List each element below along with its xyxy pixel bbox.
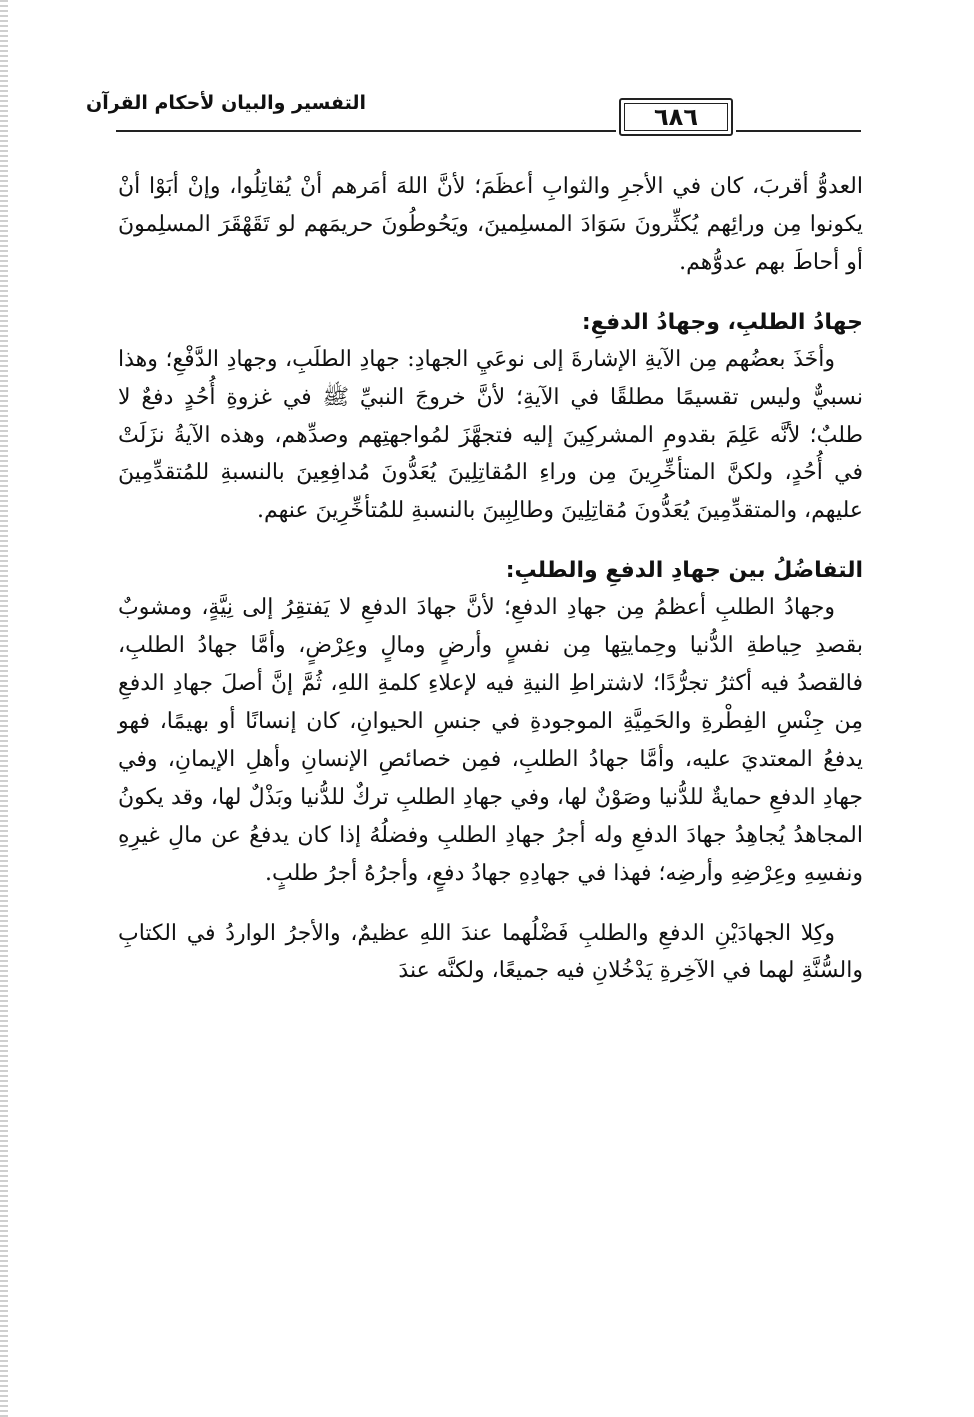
book-title: التفسير والبيان لأحكام القرآن (86, 92, 366, 114)
paragraph-comparison: وجهادُ الطلبِ أعظمُ مِن جهادِ الدفعِ؛ لأنَّ جهادَ الدفعِ لا يَفتقِرُ إلى نِيَّةٍ، ومشوبٌ بقصدِ حِياطةِ الدُّنيا وحِمايتِها مِن نفسٍ وأرضٍ ومالٍ وعِرْضٍ، وأمَّا جهادُ الطلبِ، فالقصدُ فيه أكثرُ تجرُّدًا؛ لاشتراطِ النيةِ فيه لإعلاءِ كلمةِ اللهِ، ثُمَّ إنَّ أصلَ جهادِ الدفعِ مِن جِنْسِ الفِطْرةِ والحَمِيَّةِ الموجودةِ في جنسِ الحيوانِ، كان إنسانًا أو بهيمًا، فهو يدفعُ المعتديَ عليه، وأمَّا جهادُ الطلبِ، فمِن خصائصِ الإنسانِ وأهلِ الإيمانِ، وفي جهادِ الدفعِ حمايةٌ للدُّنيا وصَوْنٌ لها، وفي جهادِ الطلبِ تركٌ للدُّنيا وبَذْلٌ لها، وقد يكونُ المجاهدُ يُجاهِدُ جهادَ الدفعِ وله أجرُ جهادِ الطلبِ وفضلُهُ إذا كان يدفعُ عن مالِ غيرِهِ ونفسِهِ وعِرْضِهِ وأرضِه؛ فهذا في جهادِهِ جهادُ دفعٍ، وأجرُهُ أجرُ طلبٍ. (118, 595, 863, 886)
scan-edge (0, 0, 8, 1417)
page-header (86, 88, 861, 138)
paragraph-types: وأخَذَ بعضُهم مِن الآيةِ الإشارةَ إلى نوعَيِ الجهادِ: جهادِ الطلَبِ، وجهادِ الدَّفْعِ؛ وهذا نسبيٌّ وليس تقسيمًا مطلقًا في الآيةِ؛ لأنَّ خروجَ النبيِّ ﷺ في غزوةِ أُحُدٍ دفعٌ لا طلبٌ؛ لأنَّه عَلِمَ بقدومِ المشركِينَ إليه فتجهَّزَ لمُواجهتِهم وصدِّهم، وهذه الآيةُ نزَلَتْ في أُحُدٍ، ولكنَّ المتأخِّرِينَ مِن وراءِ المُقاتِلِينَ يُعَدُّونَ مُدافِعِينَ بالنسبةِ للمُتقدِّمِينَ عليهم، والمتقدِّمِينَ يُعَدُّونَ مُقاتِلِينَ وطالِبِينَ بالنسبةِ للمُتأخِّرِينَ عنهم. (118, 346, 863, 524)
header-rule-left (116, 130, 616, 132)
section-heading-types: جهادُ الطلبِ، وجهادُ الدفعِ: (581, 309, 863, 335)
header-rule-right (736, 130, 861, 132)
page-body (118, 168, 863, 990)
paragraph-continuation: العدوُّ أقربَ، كان في الأجرِ والثوابِ أعظَمَ؛ لأنَّ اللهَ أمَرهم أنْ يُقاتِلُوا، وإنْ أبَوْا أنْ يكونوا مِن ورائِهم يُكثِّرونَ سَوَادَ المسلِمينَ، ويَحُوطُونَ حريمَهم لو تَقَهْقَرَ المسلِمونَ أو أحاطَ بهم عدوُّهم. (118, 174, 863, 275)
page-number-frame (619, 98, 733, 136)
paragraph-closing: وكِلا الجهادَيْنِ الدفعِ والطلبِ فَضْلُهما عندَ اللهِ عظيمٌ، والأجرُ الواردُ في الكتابِ والسُّنَّةِ لهما في الآخِرةِ يَدْخُلانِ فيه جميعًا، ولكنَّه عندَ (118, 920, 863, 984)
section-heading-comparison: التفاضُلُ بين جهادِ الدفعِ والطلبِ: (505, 558, 863, 584)
page-number: ٦٨٦ (654, 103, 698, 131)
